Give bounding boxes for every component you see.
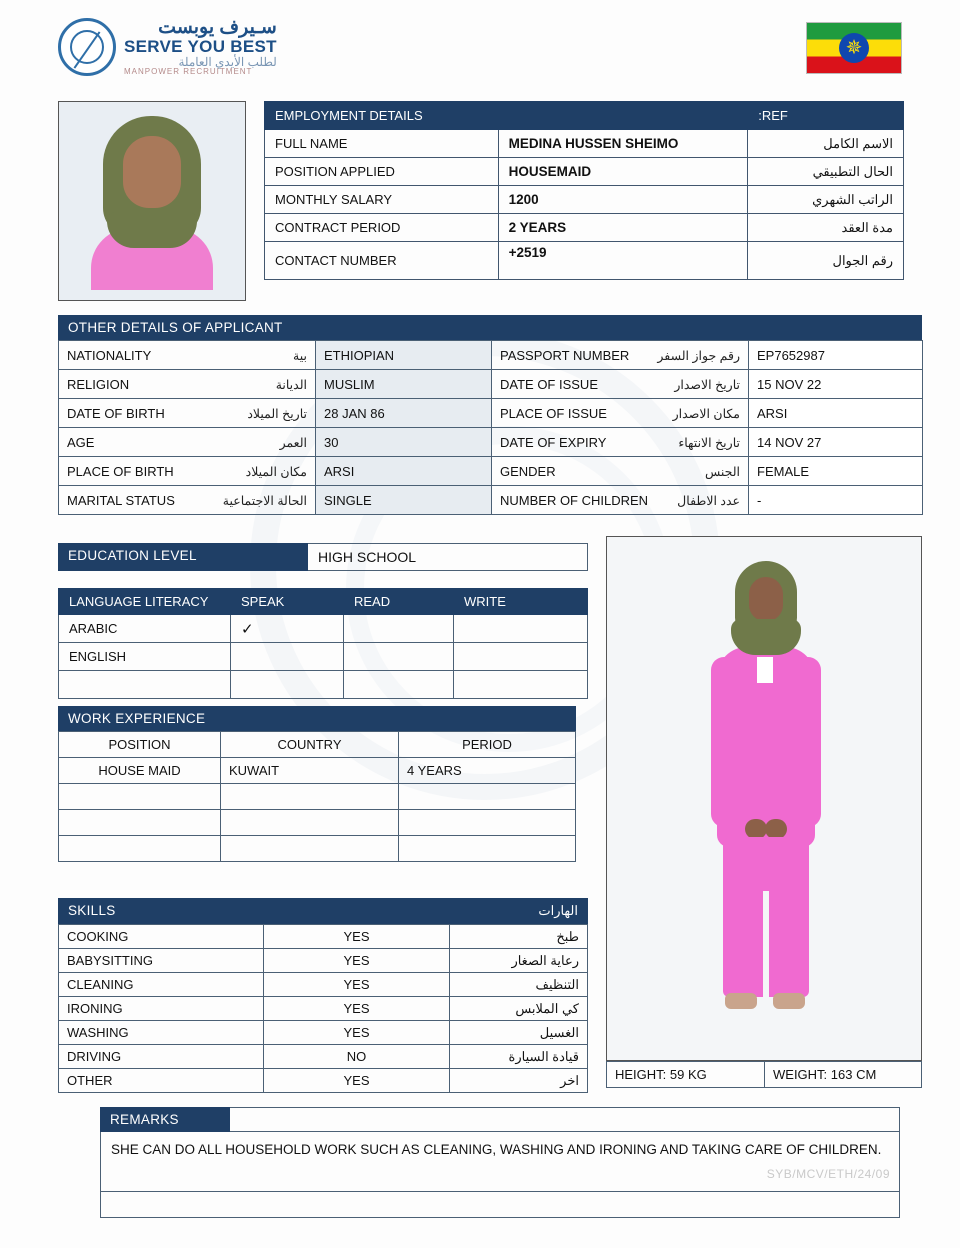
table-row <box>59 370 923 399</box>
row-label-contract: CONTRACT PERIOD <box>265 214 499 242</box>
table-row <box>59 615 588 643</box>
language-speak-empty <box>231 671 344 699</box>
table-row <box>59 836 576 862</box>
cell-age-label: AGE العمر <box>59 428 316 457</box>
remarks-footer-row <box>100 1192 900 1218</box>
table-row <box>265 102 904 130</box>
row-arabic-contract: مدة العقد <box>748 214 904 242</box>
skill-value-babysitting: YES <box>264 949 450 973</box>
cell-dob-label: DATE OF BIRTH تاريخ الميلاد <box>59 399 316 428</box>
full-body-illustration <box>689 561 839 1031</box>
col-language: LANGUAGE LITERACY <box>59 589 231 615</box>
education-level-value: HIGH SCHOOL <box>308 543 588 571</box>
table-row <box>265 130 904 158</box>
work-experience-section <box>58 706 576 862</box>
work-country-2 <box>221 784 399 810</box>
col-position: POSITION <box>59 732 221 758</box>
cell-marital-label: MARITAL STATUS الحالة الاجتماعية <box>59 486 316 515</box>
work-experience-title-filler <box>308 706 576 731</box>
work-position-3 <box>59 810 221 836</box>
cell-marital-value: SINGLE <box>316 486 492 515</box>
table-row <box>59 925 588 949</box>
col-speak: SPEAK <box>231 589 344 615</box>
measurements-row <box>606 1061 922 1088</box>
table-row <box>59 486 923 515</box>
skill-value-cooking: YES <box>264 925 450 949</box>
cell-religion-value: MUSLIM <box>316 370 492 399</box>
remarks-title: REMARKS <box>100 1107 230 1132</box>
logo-arabic-title: سـيرف يوبست <box>158 17 277 38</box>
table-row <box>59 1021 588 1045</box>
table-row <box>265 186 904 214</box>
logo-english-title: SERVE YOU BEST <box>124 36 277 56</box>
ethiopia-flag-icon <box>806 22 902 74</box>
col-read: READ <box>344 589 454 615</box>
work-country-1: KUWAIT <box>221 758 399 784</box>
skill-arabic-cleaning: التنظيف <box>450 973 588 997</box>
skill-name-other: OTHER <box>59 1069 264 1093</box>
other-details-title-filler <box>491 315 922 340</box>
cell-passport-label: PASSPORT NUMBER رقم جواز السفر <box>492 341 749 370</box>
work-experience-table <box>58 731 576 862</box>
skill-arabic-babysitting: رعاية الصغار <box>450 949 588 973</box>
row-arabic-full-name: الاسم الكامل <box>748 130 904 158</box>
globe-logo-icon <box>58 18 116 76</box>
skill-value-other: YES <box>264 1069 450 1093</box>
language-speak-arabic: ✓ <box>231 615 344 643</box>
document-header <box>58 18 902 88</box>
table-row <box>59 997 588 1021</box>
table-row <box>59 949 588 973</box>
work-position-2 <box>59 784 221 810</box>
row-arabic-position: الحال التطبيقي <box>748 158 904 186</box>
logo-tagline: MANPOWER RECRUITMENT <box>124 67 253 77</box>
skill-name-washing: WASHING <box>59 1021 264 1045</box>
cell-age-value: 30 <box>316 428 492 457</box>
skill-arabic-other: اخر <box>450 1069 588 1093</box>
cell-dob-value: 28 JAN 86 <box>316 399 492 428</box>
remarks-title-filler <box>230 1107 900 1132</box>
cell-children-label: NUMBER OF CHILDREN عدد الاطفال <box>492 486 749 515</box>
table-row <box>59 784 576 810</box>
language-write-arabic <box>454 615 588 643</box>
ref-label: REF: <box>748 102 904 130</box>
work-period-3 <box>399 810 576 836</box>
table-row <box>59 428 923 457</box>
employment-details-title: EMPLOYMENT DETAILS <box>265 102 748 130</box>
table-row <box>59 758 576 784</box>
cell-religion-label: RELIGION الديانة <box>59 370 316 399</box>
flag-star-icon: ✵ <box>839 33 869 63</box>
cell-date-issue-label: DATE OF ISSUE تاريخ الاصدار <box>492 370 749 399</box>
cell-nationality-value: ETHIOPIAN <box>316 341 492 370</box>
row-label-position: POSITION APPLIED <box>265 158 499 186</box>
table-row <box>59 671 588 699</box>
row-label-contact: CONTACT NUMBER <box>265 242 499 280</box>
skill-value-cleaning: YES <box>264 973 450 997</box>
applicant-passport-photo <box>58 101 246 301</box>
language-name-empty <box>59 671 231 699</box>
language-name-english: ENGLISH <box>59 643 231 671</box>
logo-arabic-subtitle: لطلب الأيدي العاملة <box>178 54 277 69</box>
skill-name-cleaning: CLEANING <box>59 973 264 997</box>
table-row <box>265 214 904 242</box>
col-period: PERIOD <box>399 732 576 758</box>
work-position-1: HOUSE MAID <box>59 758 221 784</box>
cell-passport-value: EP7652987 <box>749 341 923 370</box>
other-details-table <box>58 340 923 515</box>
skill-arabic-cooking: طبخ <box>450 925 588 949</box>
remarks-text: SHE CAN DO ALL HOUSEHOLD WORK SUCH AS CLEANING, WASHING AND IRONING AND TAKING CARE OF CHILDREN. <box>100 1132 900 1192</box>
cell-children-value: - <box>749 486 923 515</box>
work-country-4 <box>221 836 399 862</box>
cell-gender-label: GENDER الجنس <box>492 457 749 486</box>
language-name-arabic: ARABIC <box>59 615 231 643</box>
skill-name-cooking: COOKING <box>59 925 264 949</box>
table-row <box>59 457 923 486</box>
weight-value: WEIGHT: 163 CM <box>764 1061 922 1088</box>
col-write: WRITE <box>454 589 588 615</box>
skill-value-ironing: YES <box>264 997 450 1021</box>
cell-date-issue-value: 15 NOV 22 <box>749 370 923 399</box>
work-period-2 <box>399 784 576 810</box>
work-period-4 <box>399 836 576 862</box>
row-value-position: HOUSEMAID <box>498 158 748 186</box>
cell-place-issue-label: PLACE OF ISSUE مكان الاصدار <box>492 399 749 428</box>
skills-section <box>58 898 588 1093</box>
employment-details-table <box>264 101 904 280</box>
skill-value-washing: YES <box>264 1021 450 1045</box>
remarks-section <box>100 1107 900 1218</box>
language-write-english <box>454 643 588 671</box>
work-position-4 <box>59 836 221 862</box>
skills-table <box>58 924 588 1093</box>
row-label-full-name: FULL NAME <box>265 130 499 158</box>
cell-place-issue-value: ARSI <box>749 399 923 428</box>
language-speak-english <box>231 643 344 671</box>
skills-title: SKILLS <box>58 898 348 924</box>
row-value-salary: 1200 <box>498 186 748 214</box>
row-arabic-salary: الراتب الشهري <box>748 186 904 214</box>
col-country: COUNTRY <box>221 732 399 758</box>
table-row <box>59 399 923 428</box>
language-write-empty <box>454 671 588 699</box>
skill-name-babysitting: BABYSITTING <box>59 949 264 973</box>
education-level-section <box>58 543 588 571</box>
education-level-title: EDUCATION LEVEL <box>58 543 308 571</box>
cell-pob-value: ARSI <box>316 457 492 486</box>
table-row <box>59 1045 588 1069</box>
skill-name-ironing: IRONING <box>59 997 264 1021</box>
skill-arabic-ironing: كي الملابس <box>450 997 588 1021</box>
language-literacy-table <box>58 588 588 699</box>
table-row <box>59 810 576 836</box>
work-country-3 <box>221 810 399 836</box>
table-header-row <box>59 732 576 758</box>
table-row <box>265 158 904 186</box>
language-read-english <box>344 643 454 671</box>
language-read-empty <box>344 671 454 699</box>
language-read-arabic <box>344 615 454 643</box>
row-value-full-name: MEDINA HUSSEN SHEIMO <box>498 130 748 158</box>
cell-nationality-label: NATIONALITY بية <box>59 341 316 370</box>
table-row <box>59 973 588 997</box>
cell-pob-label: PLACE OF BIRTH مكان الميلاد <box>59 457 316 486</box>
work-experience-title: WORK EXPERIENCE <box>58 706 308 731</box>
skill-arabic-driving: قيادة السيارة <box>450 1045 588 1069</box>
table-row <box>265 242 904 280</box>
portrait-illustration <box>93 116 211 288</box>
applicant-full-body-photo <box>606 536 922 1061</box>
other-details-section <box>58 315 922 515</box>
row-value-contract: 2 YEARS <box>498 214 748 242</box>
table-header-row <box>59 589 588 615</box>
height-value: HEIGHT: 59 KG <box>606 1061 764 1088</box>
other-details-title: OTHER DETAILS OF APPLICANT <box>58 315 491 340</box>
skill-name-driving: DRIVING <box>59 1045 264 1069</box>
table-row <box>59 643 588 671</box>
skill-value-driving: NO <box>264 1045 450 1069</box>
work-period-1: 4 YEARS <box>399 758 576 784</box>
document-reference-code: SYB/MCV/ETH/24/09 <box>766 1167 890 1181</box>
skill-arabic-washing: الغسيل <box>450 1021 588 1045</box>
company-logo <box>58 18 277 77</box>
row-arabic-contact: رقم الجوال <box>748 242 904 280</box>
row-value-contact: +2519 <box>498 242 748 280</box>
skills-title-arabic: الهارات <box>348 898 588 924</box>
row-label-salary: MONTHLY SALARY <box>265 186 499 214</box>
table-row <box>59 1069 588 1093</box>
cell-expiry-value: 14 NOV 27 <box>749 428 923 457</box>
cell-expiry-label: DATE OF EXPIRY تاريخ الانتهاء <box>492 428 749 457</box>
cell-gender-value: FEMALE <box>749 457 923 486</box>
table-row <box>59 341 923 370</box>
